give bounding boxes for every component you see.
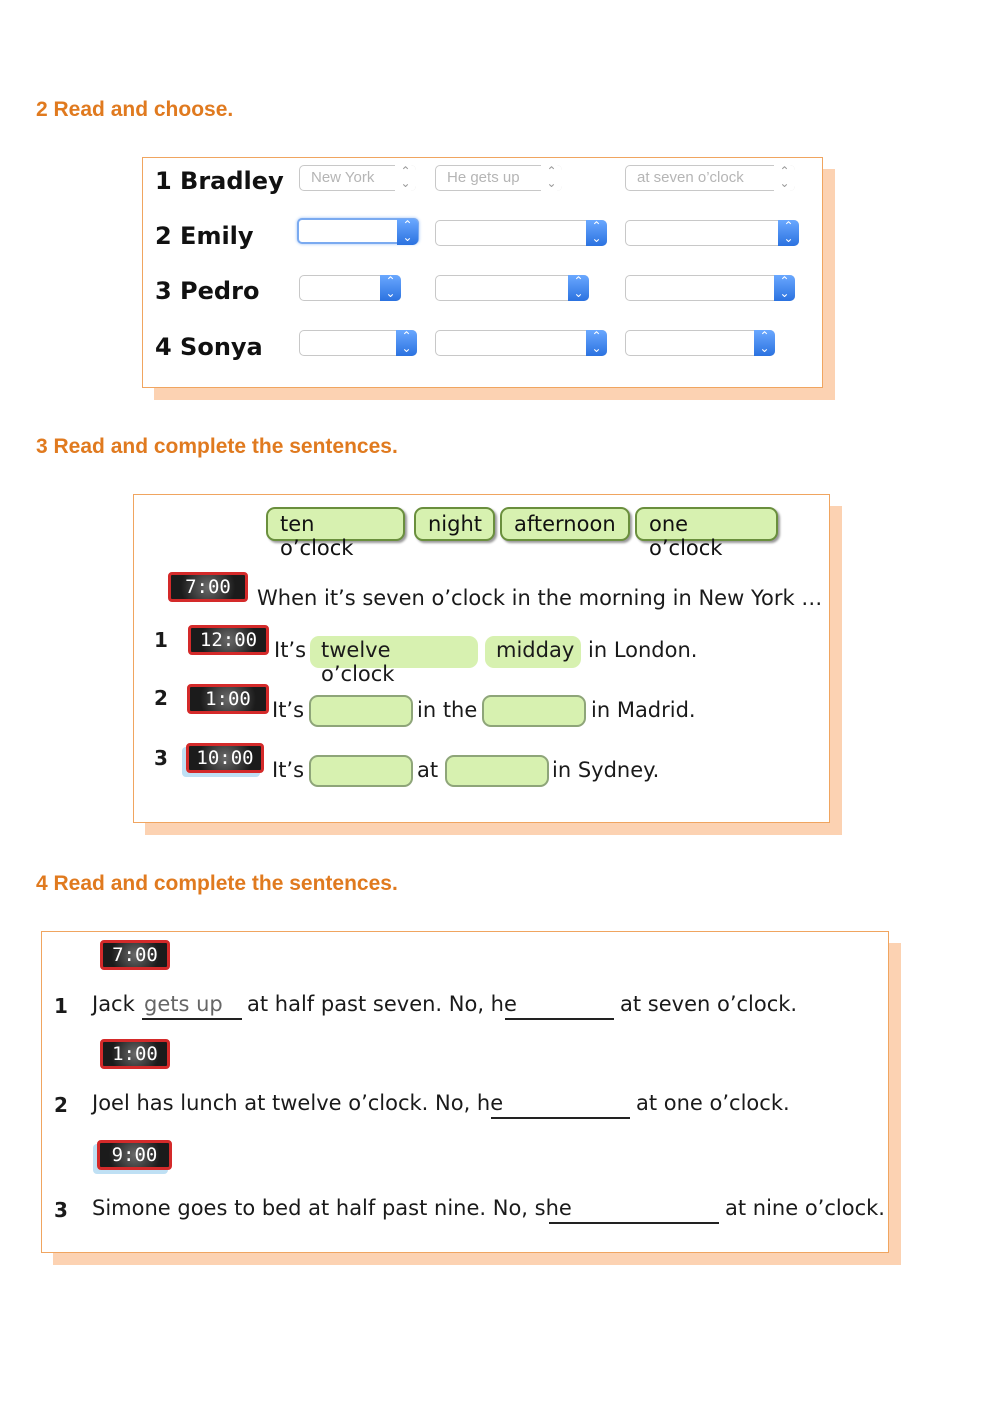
answer-chip-filled[interactable]: twelve o’clock [310, 636, 478, 668]
action-select-bradley-value: He gets up [447, 169, 520, 186]
answer-chip-filled[interactable]: midday [485, 636, 581, 668]
digital-clock-intro: 7:00 [168, 572, 248, 602]
sentence-start: Jack [92, 992, 135, 1016]
stepper-icon: ⌃ ⌄ [541, 165, 562, 191]
answer-underline [142, 1018, 242, 1020]
complete-sentences-panel-3 [133, 494, 830, 823]
place-select-sonya[interactable] [299, 330, 417, 356]
its-label: It’s [274, 638, 307, 662]
row-label-emily: 2 Emily [155, 222, 254, 250]
stepper-icon: ⌃ ⌄ [774, 165, 795, 191]
stepper-icon: ⌃ ⌄ [586, 330, 607, 356]
time-select-sonya[interactable] [625, 330, 775, 356]
sentence-end: at one o’clock. [636, 1091, 790, 1115]
sentence-middle: at [417, 758, 439, 782]
digital-clock-item-3: 10:00 [186, 743, 264, 773]
word-chip-night[interactable]: night [414, 507, 495, 541]
action-select-pedro[interactable] [435, 275, 589, 301]
answer-blank[interactable] [549, 1222, 719, 1224]
action-select-emily[interactable] [435, 220, 607, 246]
digital-clock-item-2: 1:00 [100, 1039, 170, 1069]
time-select-bradley-value: at seven o’clock [637, 169, 744, 186]
stepper-icon: ⌃ ⌄ [380, 275, 401, 301]
sentence-end: at nine o’clock. [725, 1196, 885, 1220]
stepper-icon: ⌃ ⌄ [586, 220, 607, 246]
answer-drop-zone[interactable] [445, 755, 549, 787]
word-chip-afternoon[interactable]: afternoon [500, 507, 630, 541]
read-and-choose-panel [142, 157, 823, 388]
action-select-sonya[interactable] [435, 330, 607, 356]
time-select-pedro[interactable] [625, 275, 795, 301]
sentence-end: in Madrid. [591, 698, 696, 722]
its-label: It’s [272, 758, 305, 782]
place-select-emily[interactable] [297, 218, 419, 244]
its-label: It’s [272, 698, 305, 722]
sentence-middle: at half past seven. No, he [247, 992, 517, 1016]
row-label-bradley: 1 Bradley [155, 167, 284, 195]
time-select-bradley[interactable] [625, 165, 795, 191]
place-select-bradley[interactable] [299, 165, 416, 191]
digital-clock-item-1: 7:00 [100, 940, 170, 970]
sentence-end: at seven o’clock. [620, 992, 798, 1016]
stepper-icon: ⌃ ⌄ [395, 165, 416, 191]
word-chip-ten-oclock[interactable]: ten o’clock [266, 507, 405, 541]
sentence-middle: in the [417, 698, 478, 722]
answer-blank[interactable] [505, 1018, 614, 1020]
item-number: 2 [54, 1093, 68, 1117]
section-3-heading: 3 Read and complete the sentences. [36, 435, 398, 458]
item-number: 3 [54, 1198, 68, 1222]
digital-clock-item-2: 1:00 [187, 684, 269, 714]
stepper-icon: ⌃ ⌄ [568, 275, 589, 301]
place-select-pedro[interactable] [299, 275, 401, 301]
stepper-icon: ⌃ ⌄ [778, 220, 799, 246]
item-number: 1 [154, 628, 168, 652]
section-4-heading: 4 Read and complete the sentences. [36, 872, 398, 895]
answer-blank[interactable] [491, 1117, 630, 1119]
complete-sentences-panel-4 [41, 931, 889, 1253]
answer-drop-zone[interactable] [482, 695, 586, 727]
intro-sentence: When it’s seven o’clock in the morning in New York … [257, 586, 823, 610]
answer-drop-zone[interactable] [309, 695, 413, 727]
digital-clock-item-1: 12:00 [188, 625, 269, 655]
place-select-bradley-value: New York [311, 169, 375, 186]
sentence-start: Joel has lunch at twelve o’clock. No, he [92, 1091, 504, 1115]
action-select-bradley[interactable] [435, 165, 562, 191]
row-label-sonya: 4 Sonya [155, 333, 263, 361]
item-number: 2 [154, 686, 168, 710]
stepper-icon: ⌃ ⌄ [774, 275, 795, 301]
item-number: 1 [54, 994, 68, 1018]
item-number: 3 [154, 746, 168, 770]
filled-answer[interactable]: gets up [144, 992, 223, 1016]
time-select-emily[interactable] [625, 220, 799, 246]
sentence-end: in Sydney. [552, 758, 660, 782]
row-label-pedro: 3 Pedro [155, 277, 260, 305]
sentence-start: Simone goes to bed at half past nine. No, she [92, 1196, 572, 1220]
stepper-icon: ⌃ ⌄ [397, 219, 418, 245]
stepper-icon: ⌃ ⌄ [754, 330, 775, 356]
stepper-icon: ⌃ ⌄ [396, 330, 417, 356]
section-2-heading: 2 Read and choose. [36, 98, 234, 121]
sentence-end: in London. [588, 638, 698, 662]
digital-clock-item-3: 9:00 [97, 1140, 172, 1170]
answer-drop-zone[interactable] [309, 755, 413, 787]
word-chip-one-oclock[interactable]: one o’clock [635, 507, 778, 541]
